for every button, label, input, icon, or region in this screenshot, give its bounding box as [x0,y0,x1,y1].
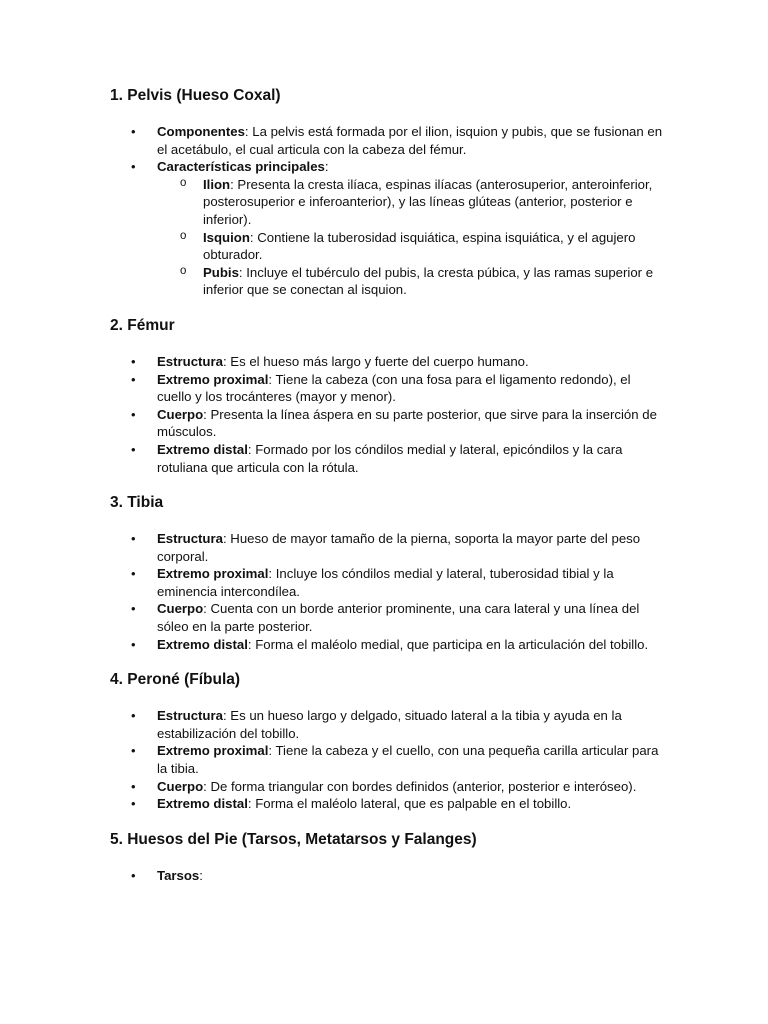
section-title: 5. Huesos del Pie (Tarsos, Metatarsos y Falanges) [110,830,477,848]
item-label: Cuerpo [157,406,204,422]
item-label: Estructura [157,708,223,724]
section-title: 3. Tibia [110,494,164,512]
item-text: : [324,159,329,175]
item-text: : La pelvis está formada por el ilion, isquion y pubis, que se fusionan en el acetábulo, el cual articula con la cabeza del fémur. [157,124,663,157]
item-label: Extremo proximal [157,743,269,759]
sub-item-label: Pubis [203,264,239,280]
section-title: 1. Pelvis (Hueso Coxal) [110,87,281,104]
list-item [110,778,665,796]
sub-list-item [157,264,665,299]
sub-item-text: : Contiene la tuberosidad isquiática, espina isquiática, y el agujero obturador. [203,229,636,263]
section-title: 4. Peroné (Fíbula) [110,671,241,689]
bullet-list [110,123,665,299]
item-label: Extremo distal [157,796,248,812]
list-item [110,353,665,371]
list-item [110,158,665,299]
list-item [110,371,665,406]
section-pelvis [110,86,665,316]
item-label: Extremo distal [157,636,248,652]
item-text: : Cuenta con un borde anterior prominente, una cara lateral y una línea del sóleo en la parte posterior. [157,601,640,635]
item-label: Estructura [157,531,223,547]
sub-list-item [157,229,665,264]
item-text: : Forma el maléolo medial, que participa en la articulación del tobillo. [247,636,649,652]
bullet-list [110,867,665,885]
item-text: : Formado por los cóndilos medial y lateral, epicóndilos y la cara rotuliana que articula con la rótula. [157,441,623,475]
list-item [110,565,665,600]
item-text: : Es un hueso largo y delgado, situado lateral a la tibia y ayuda en la estabilización del tobillo. [157,708,622,741]
list-item [110,636,665,654]
item-text: : Forma el maléolo lateral, que es palpable en el tobillo. [247,796,572,812]
section-pie [110,830,665,885]
item-label: Cuerpo [157,601,204,617]
list-item [110,441,665,476]
item-label: Estructura [157,353,223,369]
item-text: : Hueso de mayor tamaño de la pierna, soporta la mayor parte del peso corporal. [157,531,641,564]
bullet-list [110,707,665,813]
item-text: : Presenta la línea áspera en su parte posterior, que sirve para la inserción de músculos. [157,406,657,440]
section-title: 2. Fémur [110,316,175,334]
list-item [110,742,665,777]
sub-item-label: Isquion [203,229,250,245]
item-text: : Incluye los cóndilos medial y lateral, tuberosidad tibial y la eminencia intercondílea. [157,566,614,599]
item-text: : [199,867,203,883]
item-text: : Es el hueso más largo y fuerte del cuerpo humano. [222,353,529,369]
sub-item-text: : Incluye el tubérculo del pubis, la cresta púbica, y las ramas superior e inferior que se conectan al isquion. [203,264,654,298]
sub-list [157,176,665,299]
bullet-list [110,530,665,653]
section-femur [110,316,665,493]
item-label: Tarsos [157,867,200,883]
list-item [110,123,665,158]
list-item [110,867,665,885]
list-item [110,406,665,441]
sub-item-text: : Presenta la cresta ilíaca, espinas ilíacas (anterosuperior, anteroinferior, posterosuperior e inferoanterior), y las líneas glúteas (anterior, posterior e inferior). [203,176,653,227]
section-perone [110,670,665,830]
item-text: : Tiene la cabeza y el cuello, con una pequeña carilla articular para la tibia. [157,743,659,777]
item-text: : De forma triangular con bordes definidos (anterior, posterior e interóseo). [203,778,637,794]
document-content [110,86,665,884]
item-text: : Tiene la cabeza (con una fosa para el ligamento redondo), el cuello y los trocánteres (mayor y menor). [157,371,631,405]
list-item [110,530,665,565]
section-tibia [110,493,665,670]
sub-item-label: Ilion [203,176,231,192]
item-label: Características principales [157,159,325,175]
sub-list-item [157,176,665,229]
item-label: Cuerpo [157,778,204,794]
list-item [110,707,665,742]
bullet-list [110,353,665,476]
list-item [110,795,665,813]
item-label: Extremo proximal [157,371,269,387]
item-label: Extremo distal [157,441,248,457]
list-item [110,600,665,635]
item-label: Extremo proximal [157,566,269,582]
item-label: Componentes [157,124,245,139]
